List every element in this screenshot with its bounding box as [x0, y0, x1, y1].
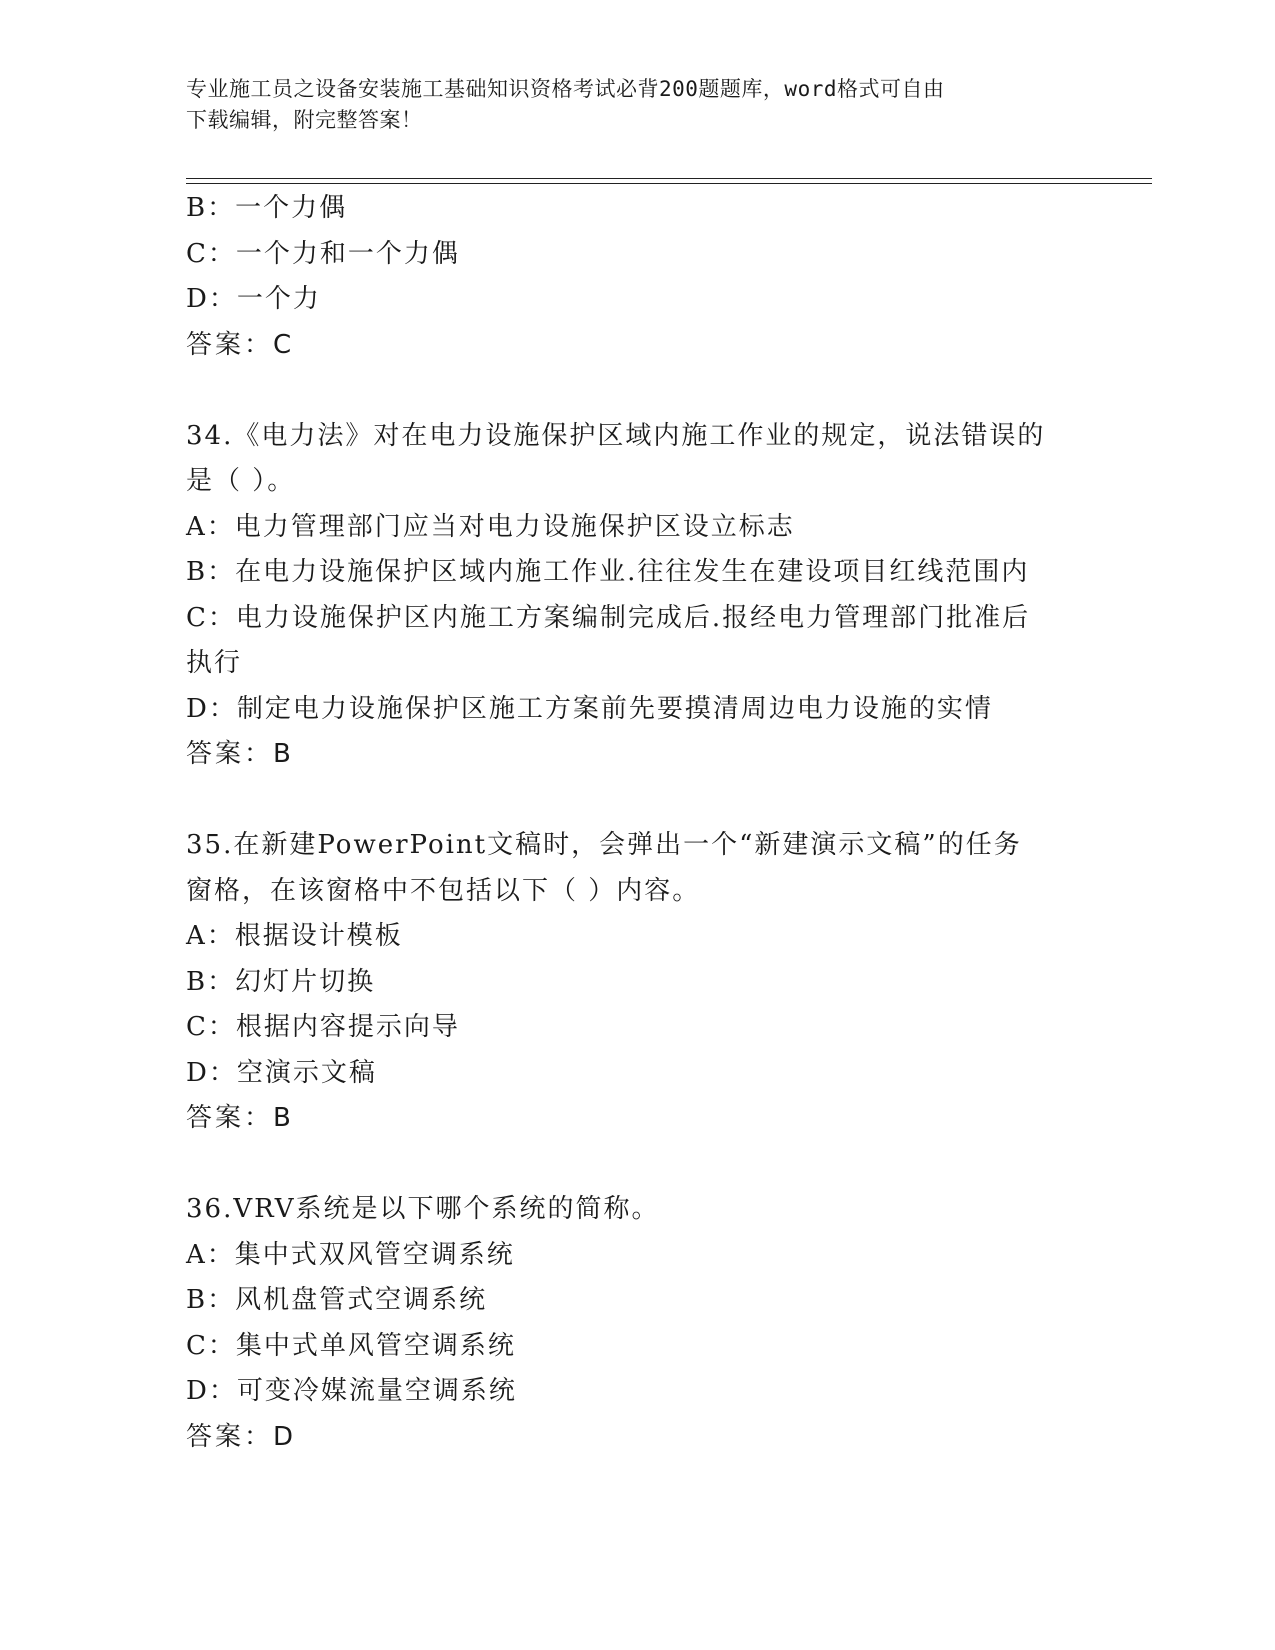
header-line-2: 下载编辑，附完整答案！ — [186, 108, 423, 132]
question-stem-cont: 窗格，在该窗格中不包括以下（ ）内容。 — [186, 875, 701, 906]
question-34 — [186, 414, 1086, 778]
question-stem: 36.VRV系统是以下哪个系统的简称。 — [186, 1194, 660, 1224]
header-line-1: 专业施工员之设备安装施工基础知识资格考试必背200题题库，word格式可自由 — [186, 77, 945, 101]
answer-line: 答案：B — [186, 1103, 294, 1133]
option-c-cont: 执行 — [186, 648, 243, 678]
answer-line: 答案：D — [186, 1421, 297, 1452]
question-35 — [186, 823, 1086, 1142]
spacer — [186, 368, 1086, 414]
header-divider-bottom — [186, 183, 1152, 184]
question-stem: 35.在新建PowerPoint文稿时，会弹出一个“新建演示文稿”的任务 — [186, 830, 1022, 860]
option-b: B：在电力设施保护区域内施工作业.往往发生在建设项目红线范围内 — [186, 557, 1030, 587]
answer-line: 答案：C — [186, 329, 295, 360]
option-d: D：空演示文稿 — [186, 1057, 377, 1088]
spacer — [186, 1142, 1086, 1188]
question-33-tail — [186, 186, 1086, 368]
option-c: C：集中式单风管空调系统 — [186, 1330, 516, 1361]
question-list — [186, 186, 1086, 1460]
option-b: B：一个力偶 — [186, 193, 348, 223]
option-a: A：根据设计模板 — [186, 921, 403, 951]
header-divider-top — [186, 178, 1152, 179]
option-c: C：一个力和一个力偶 — [186, 238, 460, 269]
option-d: D：可变冷媒流量空调系统 — [186, 1376, 517, 1406]
option-b: B：风机盘管式空调系统 — [186, 1285, 488, 1315]
spacer — [186, 778, 1086, 824]
option-d: D：制定电力设施保护区施工方案前先要摸清周边电力设施的实情 — [186, 693, 993, 724]
option-b: B：幻灯片切换 — [186, 966, 376, 997]
question-stem: 34.《电力法》对在电力设施保护区域内施工作业的规定，说法错误的 — [186, 420, 1046, 451]
option-a: A：集中式双风管空调系统 — [186, 1239, 515, 1270]
option-c: C：根据内容提示向导 — [186, 1012, 460, 1042]
option-d: D：一个力 — [186, 284, 321, 314]
document-header — [186, 74, 1066, 136]
option-a: A：电力管理部门应当对电力设施保护区设立标志 — [186, 511, 795, 542]
question-36 — [186, 1187, 1086, 1460]
question-stem-cont: 是（ ）。 — [186, 466, 296, 496]
answer-line: 答案：B — [186, 739, 294, 769]
option-c: C：电力设施保护区内施工方案编制完成后.报经电力管理部门批准后 — [186, 602, 1031, 633]
